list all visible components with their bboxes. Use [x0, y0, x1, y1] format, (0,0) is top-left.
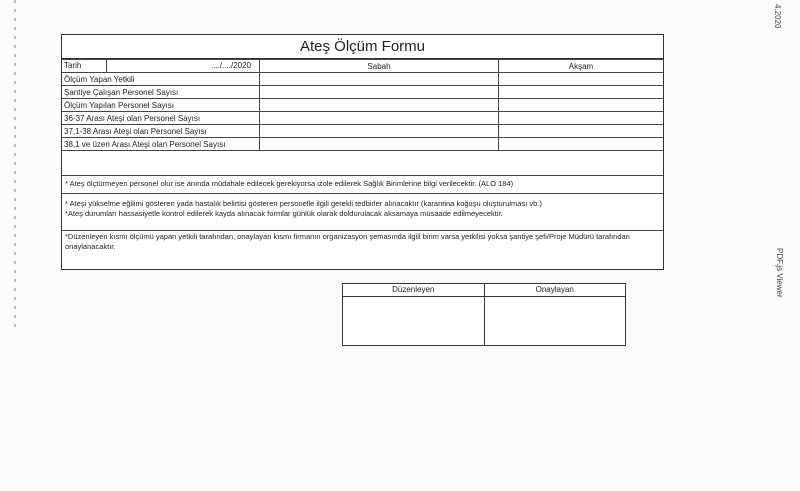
table-row [62, 86, 663, 99]
morning-header: Sabah [260, 60, 499, 73]
scan-edge-marks [14, 0, 16, 330]
row-label: 37,1-38 Arası Ateşi olan Personel Sayısı [62, 125, 260, 138]
row-label: 38,1 ve üzeri Arası Ateşi olan Personel Sayısı [62, 138, 260, 151]
morning-input-cell[interactable] [260, 125, 499, 138]
approved-by-signature-area[interactable] [485, 297, 626, 345]
date-label: Tarih [64, 61, 82, 70]
note-alo184: * Ateş ölçtürmeyen personel olur ise anında müdahale edilecek gerekiyorsa izole edilerek Sağlık Birimlerine bilgi verilecektir. (ALO 184) [62, 176, 663, 194]
table-row [62, 112, 663, 125]
morning-input-cell[interactable] [260, 73, 499, 86]
note-quarantine: * Ateşi yükselme eğilimi gösteren yada hastalık belirtisi gösteren personelle ilgili gerekli tedbirler alınacaktır (karantina koğuşu oluşturulması vb.) [65, 199, 542, 208]
table-row [62, 125, 663, 138]
row-label: 36-37 Arası Ateşi olan Personel Sayısı [62, 112, 260, 125]
approved-by-column [484, 284, 626, 345]
morning-input-cell[interactable] [260, 112, 499, 125]
blank-row [62, 151, 663, 176]
table-row [62, 138, 663, 151]
evening-input-cell[interactable] [499, 86, 664, 99]
row-label: Ölçüm Yapılan Personel Sayısı [62, 99, 260, 112]
side-viewer-label: PDF.js Viewer [775, 248, 784, 298]
evening-input-cell[interactable] [499, 73, 664, 86]
evening-input-cell[interactable] [499, 99, 664, 112]
signature-box [342, 283, 626, 346]
note-daily-forms: *Ateş durumları hassasiyetle kontrol edilerek kayda alınacak formlar günlük olarak doldurulacak aksamaya müsaade edilmeyecektir. [65, 209, 503, 218]
evening-header: Akşam [499, 60, 664, 73]
note-approval: *Düzenleyen kısmı ölçümü yapan yetkili tarafından, onaylayan kısmı firmanın organizasyon şemasında ilgili birim varsa yetkilisi yoksa şantiye şefi/Proje Müdürü tarafından onaylanacaktır. [65, 232, 630, 251]
prepared-by-column [343, 284, 484, 345]
measurement-table [62, 59, 663, 151]
header-row [62, 60, 663, 73]
prepared-by-label: Düzenleyen [343, 284, 484, 297]
approved-by-label: Onaylayan [485, 284, 626, 297]
table-row [62, 99, 663, 112]
date-value: ..../..../2020 [210, 61, 251, 70]
note-precautions [62, 194, 663, 231]
evening-input-cell[interactable] [499, 138, 664, 151]
table-row [62, 73, 663, 86]
side-date-text: 4.2020 [773, 4, 782, 29]
fever-measurement-form [61, 34, 664, 270]
row-label: Şantiye Çalışan Personel Sayısı [62, 86, 260, 99]
morning-input-cell[interactable] [260, 99, 499, 112]
evening-input-cell[interactable] [499, 112, 664, 125]
morning-input-cell[interactable] [260, 86, 499, 99]
prepared-by-signature-area[interactable] [343, 297, 484, 345]
form-title: Ateş Ölçüm Formu [62, 35, 663, 59]
row-label: Ölçüm Yapan Yetkili [62, 73, 260, 86]
date-cell[interactable] [62, 60, 260, 73]
morning-input-cell[interactable] [260, 138, 499, 151]
evening-input-cell[interactable] [499, 125, 664, 138]
